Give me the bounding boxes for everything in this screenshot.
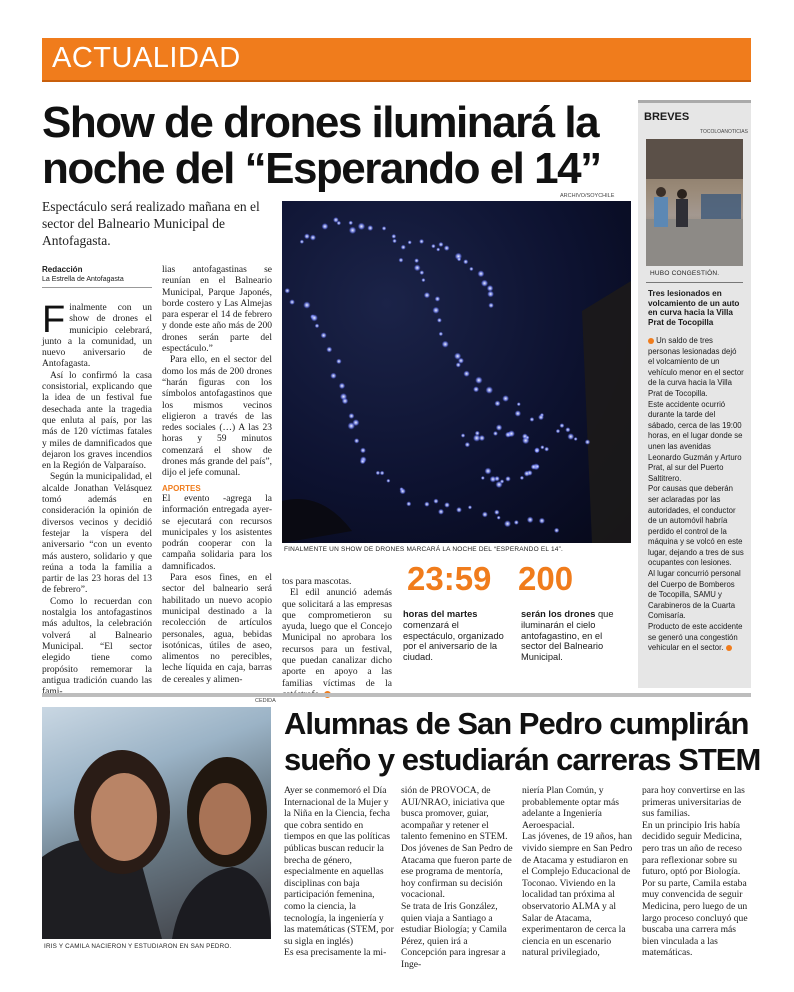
paragraph: Como lo recuerdan con nostalgia los antofagastinos más adultos, la celebración volverá al Balneario Municipal. “El sector elegido tiene como propósito rememorar la antigua tradición cuando las — [42, 596, 152, 686]
drone-light — [556, 429, 561, 434]
drone-light — [456, 362, 461, 367]
bullet-icon — [648, 338, 654, 344]
main-headline — [42, 100, 622, 192]
breves-photo-credit: TOCOLOANOTICIAS — [700, 129, 748, 135]
paragraph: Este accidente ocurrió durante la tarde del sábado, cerca de las 19:00 horas, en el lugar donde se unen las avenidas Leonardo Guzmán y Arturo Prat, al sur del Puerto Saltitrero. — [648, 399, 743, 483]
photo-credit: ARCHIVO/SOYCHILE — [560, 193, 615, 199]
drone-light — [321, 332, 327, 338]
drone-light — [300, 240, 304, 244]
paragraph: inalmente con un show de drones el municipio celebrará, junto a la comunidad, un nuevo aniversario de Antofagasta. — [42, 303, 152, 370]
drone-light — [392, 239, 397, 244]
second-column-4 — [642, 785, 752, 959]
breves-divider — [646, 282, 743, 283]
drone-light — [465, 442, 470, 447]
article-column-2 — [162, 265, 272, 686]
paragraph: Ayer se conmemoró el Día Internacional de la Mujer y la Niña en la Ciencia, fecha que cobra sentido en tiempos en que las políticas públicas buscan reducir la brecha de género, especialmente en aquellas disciplinas con baja participación femenina, como la ciencia, la tecnología, la ingeniería y las matemáticas (STEM, por su sigla en inglés) — [284, 785, 394, 947]
drone-light — [303, 301, 310, 308]
section-title: ACTUALIDAD — [52, 42, 241, 74]
byline-divider — [42, 287, 152, 288]
drone-light — [475, 431, 480, 436]
drone-light — [438, 242, 443, 247]
drone-light — [442, 341, 449, 348]
drone-light — [414, 264, 421, 271]
drone-light — [367, 225, 373, 231]
paragraph: para hoy convertirse en las primeras universitarias de sus familias. — [642, 785, 745, 820]
drone-light — [326, 347, 332, 353]
stat-time-text: horas del martes comenzará el espectáculo, organizado por el aniversario de la ciudad. — [403, 609, 504, 663]
breves-title: BREVES — [644, 111, 690, 123]
drone-light — [336, 359, 342, 365]
drone-light — [504, 520, 511, 527]
drone-light — [559, 423, 564, 428]
drone-light — [496, 424, 503, 431]
drone-light — [538, 414, 544, 420]
drone-light — [421, 278, 425, 282]
drone-light — [399, 258, 404, 263]
drone-light — [531, 464, 537, 470]
stat-drones-text: serán los drones que iluminarán el cielo antofagastino, en el sector del Balneario Municipal. — [521, 609, 614, 663]
students-photo — [42, 707, 271, 939]
paragraph: lias antofagastinas se reunían en el Balneario Municipal, Parque Japonés, borde costero y Las Almejas para esperar el 14 de febrero y donde este año más de 200 drones serán parte del espectáculo.” — [162, 265, 272, 355]
photo-credit-2: CEDIDA — [255, 698, 276, 704]
drone-light — [437, 318, 442, 323]
paragraph: Es esa precisamente la mi- — [284, 947, 387, 959]
drone-light — [461, 433, 465, 437]
paragraph: Así lo confirmó la casa consistorial, explicando que la idea de un festival fue desechada ante la tragedia que enluta al país, por las más de 120 víctimas fatales y miles de damnificados que dejaron los graves incendios en la Región de Valparaíso. — [42, 370, 152, 472]
drone-light — [386, 479, 390, 483]
drone-light — [520, 476, 524, 480]
paragraph: Por su parte, Camila estaba muy convencida de seguir Medicina, pero luego de un largo proceso concluyó que buscaba una carrera más bien vinculada a las matemáticas. — [642, 877, 748, 959]
drone-light — [342, 398, 349, 405]
drone-light — [481, 280, 488, 287]
drone-light — [360, 459, 366, 465]
drone-light — [494, 510, 499, 515]
headline-line: noche del “Esperando el 14” — [42, 144, 601, 193]
drone-light — [488, 303, 494, 309]
accident-photo — [646, 139, 743, 266]
drone-light — [469, 267, 473, 271]
paragraph: El edil anunció además que solicitará a las empresas que comprometieron su ayuda, luego que el Concejo Municipal no aprobara los recursos para un festival, que puedan canalizar dicho aporte en apoyo a las familias víctimas de la — [282, 588, 392, 701]
drone-light — [502, 395, 509, 402]
drone-light — [380, 471, 385, 476]
students-selfie-image — [42, 707, 271, 939]
drone-light — [360, 447, 366, 453]
paragraph: Para esos fines, en el sector del balneario será habilitado un nuevo acopio municipal destinado a la recolección de artículos personales, agua, bebidas isotónicas, útiles de aseo, alimentos no perecibles, leche líquida en caja, barras de cereales y alimen- — [162, 573, 272, 685]
paragraph: Se trata de Iris González, quien viaja a Santiago a estudiar Biología; y Camila Pérez, quien irá a Concepción para ingresar a Inge- — [401, 900, 507, 970]
drone-light — [382, 226, 387, 231]
drone-lights-image — [282, 201, 631, 543]
drone-light — [515, 410, 522, 417]
photo-caption-2: IRIS Y CAMILA NACIERON Y ESTUDIARON EN SAN PEDRO. — [44, 943, 232, 950]
drone-light — [431, 244, 436, 249]
paragraph: tos para mascotas. — [282, 577, 352, 587]
drone-light — [482, 511, 488, 517]
drone-light — [544, 447, 549, 452]
drone-light — [540, 445, 544, 449]
drone-light — [376, 471, 381, 476]
drone-light — [408, 240, 412, 244]
drone-light — [348, 413, 354, 419]
drone-light — [493, 431, 498, 436]
drone-light — [424, 501, 429, 506]
stat-time: 23:59 — [407, 560, 492, 597]
stat-drones: 200 — [518, 560, 574, 597]
second-column-1 — [284, 785, 394, 959]
drone-light — [565, 427, 570, 432]
drone-light — [574, 437, 578, 441]
drone-light — [401, 245, 406, 250]
drone-light — [567, 433, 574, 440]
drone-light — [406, 501, 411, 506]
drone-light — [479, 435, 485, 441]
drone-light — [481, 476, 485, 480]
drone-light — [505, 476, 511, 482]
drone-light — [585, 439, 590, 444]
drone-light — [439, 332, 443, 336]
drone-light — [495, 481, 502, 488]
paragraph: En un principio Iris había decidido seguir Medicina, pero tras un año de receso para reflexionar sobre su futuro, optó por Biología. — [642, 819, 742, 878]
drone-light — [330, 373, 336, 379]
drone-light — [508, 430, 515, 437]
byline-author: Redacción — [42, 265, 83, 274]
drone-light — [530, 417, 535, 422]
drone-light — [322, 223, 329, 230]
paragraph: sión de PROVOCA, de AUI/NRAO, iniciativa que busca promover, guiar, acompañar y retener el talento femenino en STEM. Dos jóvenes de San Pedro de Atacama que fueron parte de ese programa de mentoría, hoy confirman su decisión vocacional. — [401, 785, 513, 901]
drone-light — [487, 291, 494, 298]
drone-light — [310, 234, 316, 240]
drone-light — [433, 499, 438, 504]
drone-light — [534, 448, 539, 453]
drone-light — [473, 386, 479, 392]
drone-light — [315, 323, 320, 328]
drone-light — [494, 400, 500, 406]
section-header — [42, 38, 751, 82]
article-column-3 — [282, 577, 392, 701]
photo-caption: FINALMENTE UN SHOW DE DRONES MARCARÁ LA NOCHE DEL “ESPERANDO EL 14”. — [284, 546, 563, 553]
drone-light — [484, 468, 491, 475]
paragraph: Las jóvenes, de 19 años, han vivido siempre en San Pedro de Atacama y estudiaron en el Complejo Educacional de Toconao. Viviendo en la localidad tan próxima al observatorio ALMA y al Salar de Atacama, experimentaron de cerca la ciencia en un escenario natural privilegiado, — [522, 831, 633, 959]
drone-light — [477, 270, 484, 277]
drone-light — [522, 437, 529, 444]
drone-light — [424, 292, 430, 298]
drone-light — [527, 516, 534, 523]
byline — [42, 265, 152, 284]
paragraph: niería Plan Común, y probablemente optar más adelante a Ingeniería Aeroespacial. — [522, 785, 619, 831]
drone-light — [463, 259, 468, 264]
drone-light — [339, 383, 345, 389]
breves-headline: Tres lesionados en volcamiento de un auto en curva hacia la Villa Prat de Tocopilla — [648, 289, 740, 327]
drone-light — [517, 402, 521, 406]
paragraph: El evento -agrega la información entregada ayer- se ejecutará con recursos municipales y los asistentes podrán cooperar con la campaña solidaria para los damnificados. — [162, 493, 272, 572]
section-kicker: APORTES — [162, 483, 201, 493]
drone-light — [514, 520, 519, 525]
subheadline: Espectáculo será realizado mañana en el sector del Balneario Municipal de Antofagasta. — [42, 199, 260, 248]
drone-light — [468, 505, 472, 509]
drone-light — [348, 422, 356, 430]
drone-show-photo — [282, 201, 631, 543]
drone-light — [438, 509, 444, 515]
breves-photo-caption: HUBO CONGESTIÓN. — [650, 270, 720, 277]
drone-light — [554, 528, 559, 533]
headline-line: Show de drones iluminará la — [42, 98, 599, 147]
second-column-2 — [401, 785, 513, 971]
drone-light — [539, 518, 545, 524]
paragraph: Por causas que deberán ser aclaradas por las autoridades, el conductor de un automóvil habría perdido el control de la máquina y se volcó en este lugar, dejando a tres de sus ocupantes con lesiones. — [648, 484, 744, 568]
drone-light — [337, 221, 342, 226]
drone-light — [444, 245, 450, 251]
drone-light — [436, 247, 440, 251]
drone-light — [457, 257, 461, 261]
paragraph: Producto de este accidente se generó una congestión vehicular en el sector. — [648, 622, 743, 653]
article-column-1 — [42, 299, 152, 698]
drone-light — [354, 438, 359, 443]
drone-light — [432, 307, 439, 314]
headline-line: Alumnas de San Pedro cumplirán — [284, 706, 749, 741]
headline-line: sueño y estudiarán carreras STEM — [284, 742, 761, 777]
paragraph: Para ello, en el sector del domo los más de 200 drones “harán figuras con los símbolos antofagastinos que los mismos vecinos eligieron a través de las redes sociales (…) A las 23 horas y 59 minutos comenzará el show de drones más grande del país”, dijo el jefe comunal. — [162, 355, 272, 479]
drone-light — [419, 239, 424, 244]
drone-light — [304, 233, 310, 239]
paragraph: Al lugar concurrió personal del Cuerpo de Bomberos de Tocopilla, SAMU y Carabineros de la Cuarta Comisaría. — [648, 569, 741, 621]
paragraph: Un saldo de tres personas lesionadas dejó el volcamiento de un vehículo menor en el sector de la curva hacia la Villa Prat de Tocopilla. — [648, 336, 744, 398]
second-headline — [284, 706, 761, 778]
drone-light — [414, 258, 419, 263]
drone-light — [444, 502, 450, 508]
drone-light — [435, 296, 441, 302]
drone-light — [285, 288, 290, 293]
drone-light — [348, 221, 353, 226]
drone-light — [399, 488, 405, 494]
drone-light — [289, 299, 295, 305]
drop-cap: F — [42, 299, 66, 341]
article-divider — [42, 693, 751, 697]
accident-scene-image — [646, 139, 743, 266]
drone-light — [475, 376, 482, 383]
drone-light — [358, 223, 365, 230]
drone-light — [490, 476, 497, 483]
second-column-3 — [522, 785, 635, 959]
drone-light — [349, 227, 356, 234]
drone-light — [486, 386, 494, 394]
drone-light — [391, 234, 396, 239]
drone-light — [456, 507, 462, 513]
paragraph: Según la municipalidad, el alcalde Jonathan Velásquez tomó además en consideración la opinión de diversos vecinos y decidió festejar la víspera del aniversario “con un evento más austero, solidario y que reúna a toda la familia a partir de las 23 horas del 13 de febrero”. — [42, 472, 152, 596]
byline-outlet: La Estrella de Antofagasta — [42, 276, 124, 283]
drone-light — [497, 516, 501, 520]
drone-light — [311, 314, 318, 321]
drone-light — [463, 370, 469, 376]
drone-light — [419, 270, 424, 275]
breves-body — [648, 336, 744, 654]
end-mark-icon — [726, 645, 732, 651]
drone-light — [524, 471, 530, 477]
drone-light — [487, 285, 494, 292]
